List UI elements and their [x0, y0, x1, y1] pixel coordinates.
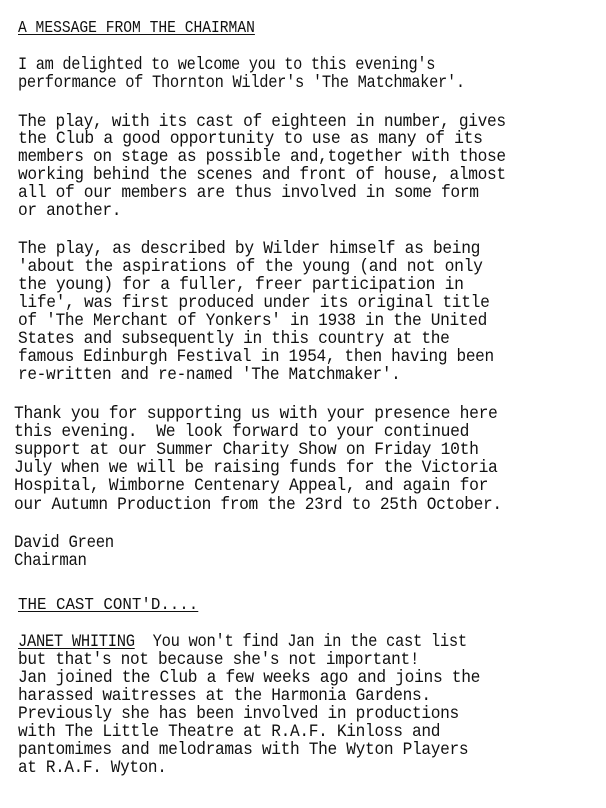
- text-line: The play, as described by Wilder himself as being: [18, 240, 481, 259]
- cast-contd-heading: THE CAST CONT'D....: [18, 596, 199, 615]
- text-line: [18, 634, 467, 652]
- text-line: support at our Summer Charity Show on Friday 10th: [14, 441, 479, 460]
- text-line: I am delighted to welcome you to this evening's: [18, 56, 436, 75]
- cast-first-line-text: You won't find Jan in the cast list: [134, 633, 467, 652]
- text-line: all of our members are thus involved in some form: [18, 184, 479, 203]
- text-line: Previously she has been involved in productions: [18, 705, 459, 724]
- text-line: at R.A.F. Wyton.: [18, 759, 167, 778]
- text-line: famous Edinburgh Festival in 1954, then having been: [18, 348, 494, 367]
- cast-member-name: JANET WHITING: [18, 633, 135, 652]
- text-line: performance of Thornton Wilder's 'The Matchmaker'.: [18, 74, 465, 93]
- text-line: The play, with its cast of eighteen in number, gives: [18, 113, 506, 132]
- text-line: pantomimes and melodramas with The Wyton Players: [18, 741, 469, 760]
- text-line: July when we will be raising funds for the Victoria: [14, 459, 498, 478]
- text-line: members on stage as possible and,together with those: [18, 148, 506, 167]
- text-line: Thank you for supporting us with your presence here: [14, 405, 498, 424]
- text-line: Hospital, Wimborne Centenary Appeal, and again for: [14, 477, 489, 496]
- text-line: life', was first produced under its original title: [18, 294, 490, 313]
- text-line: this evening. We look forward to your continued: [14, 423, 470, 442]
- signatory-name: David Green: [14, 534, 114, 553]
- text-line: States and subsequently in this country at the: [18, 330, 450, 349]
- chairman-message-heading: A MESSAGE FROM THE CHAIRMAN: [18, 19, 255, 38]
- text-line: 'about the aspirations of the young (and not only: [18, 258, 483, 277]
- text-line: with The Little Theatre at R.A.F. Kinloss and: [18, 723, 441, 742]
- text-line: Jan joined the Club a few weeks ago and joins the: [18, 669, 481, 688]
- text-line: but that's not because she's not important!: [18, 651, 420, 670]
- text-line: the young) for a fuller, freer participation in: [18, 276, 464, 295]
- text-line: our Autumn Production from the 23rd to 25th October.: [14, 496, 502, 515]
- text-line: harassed waitresses at the Harmonia Gardens.: [18, 687, 431, 706]
- text-line: or another.: [18, 202, 122, 221]
- text-line: of 'The Merchant of Yonkers' in 1938 in the United: [18, 312, 488, 331]
- text-line: re-written and re-named 'The Matchmaker'.: [18, 366, 401, 385]
- text-line: working behind the scenes and front of house, almost: [18, 166, 506, 185]
- signatory-title: Chairman: [14, 552, 87, 571]
- text-line: the Club a good opportunity to use as many of its: [18, 130, 483, 149]
